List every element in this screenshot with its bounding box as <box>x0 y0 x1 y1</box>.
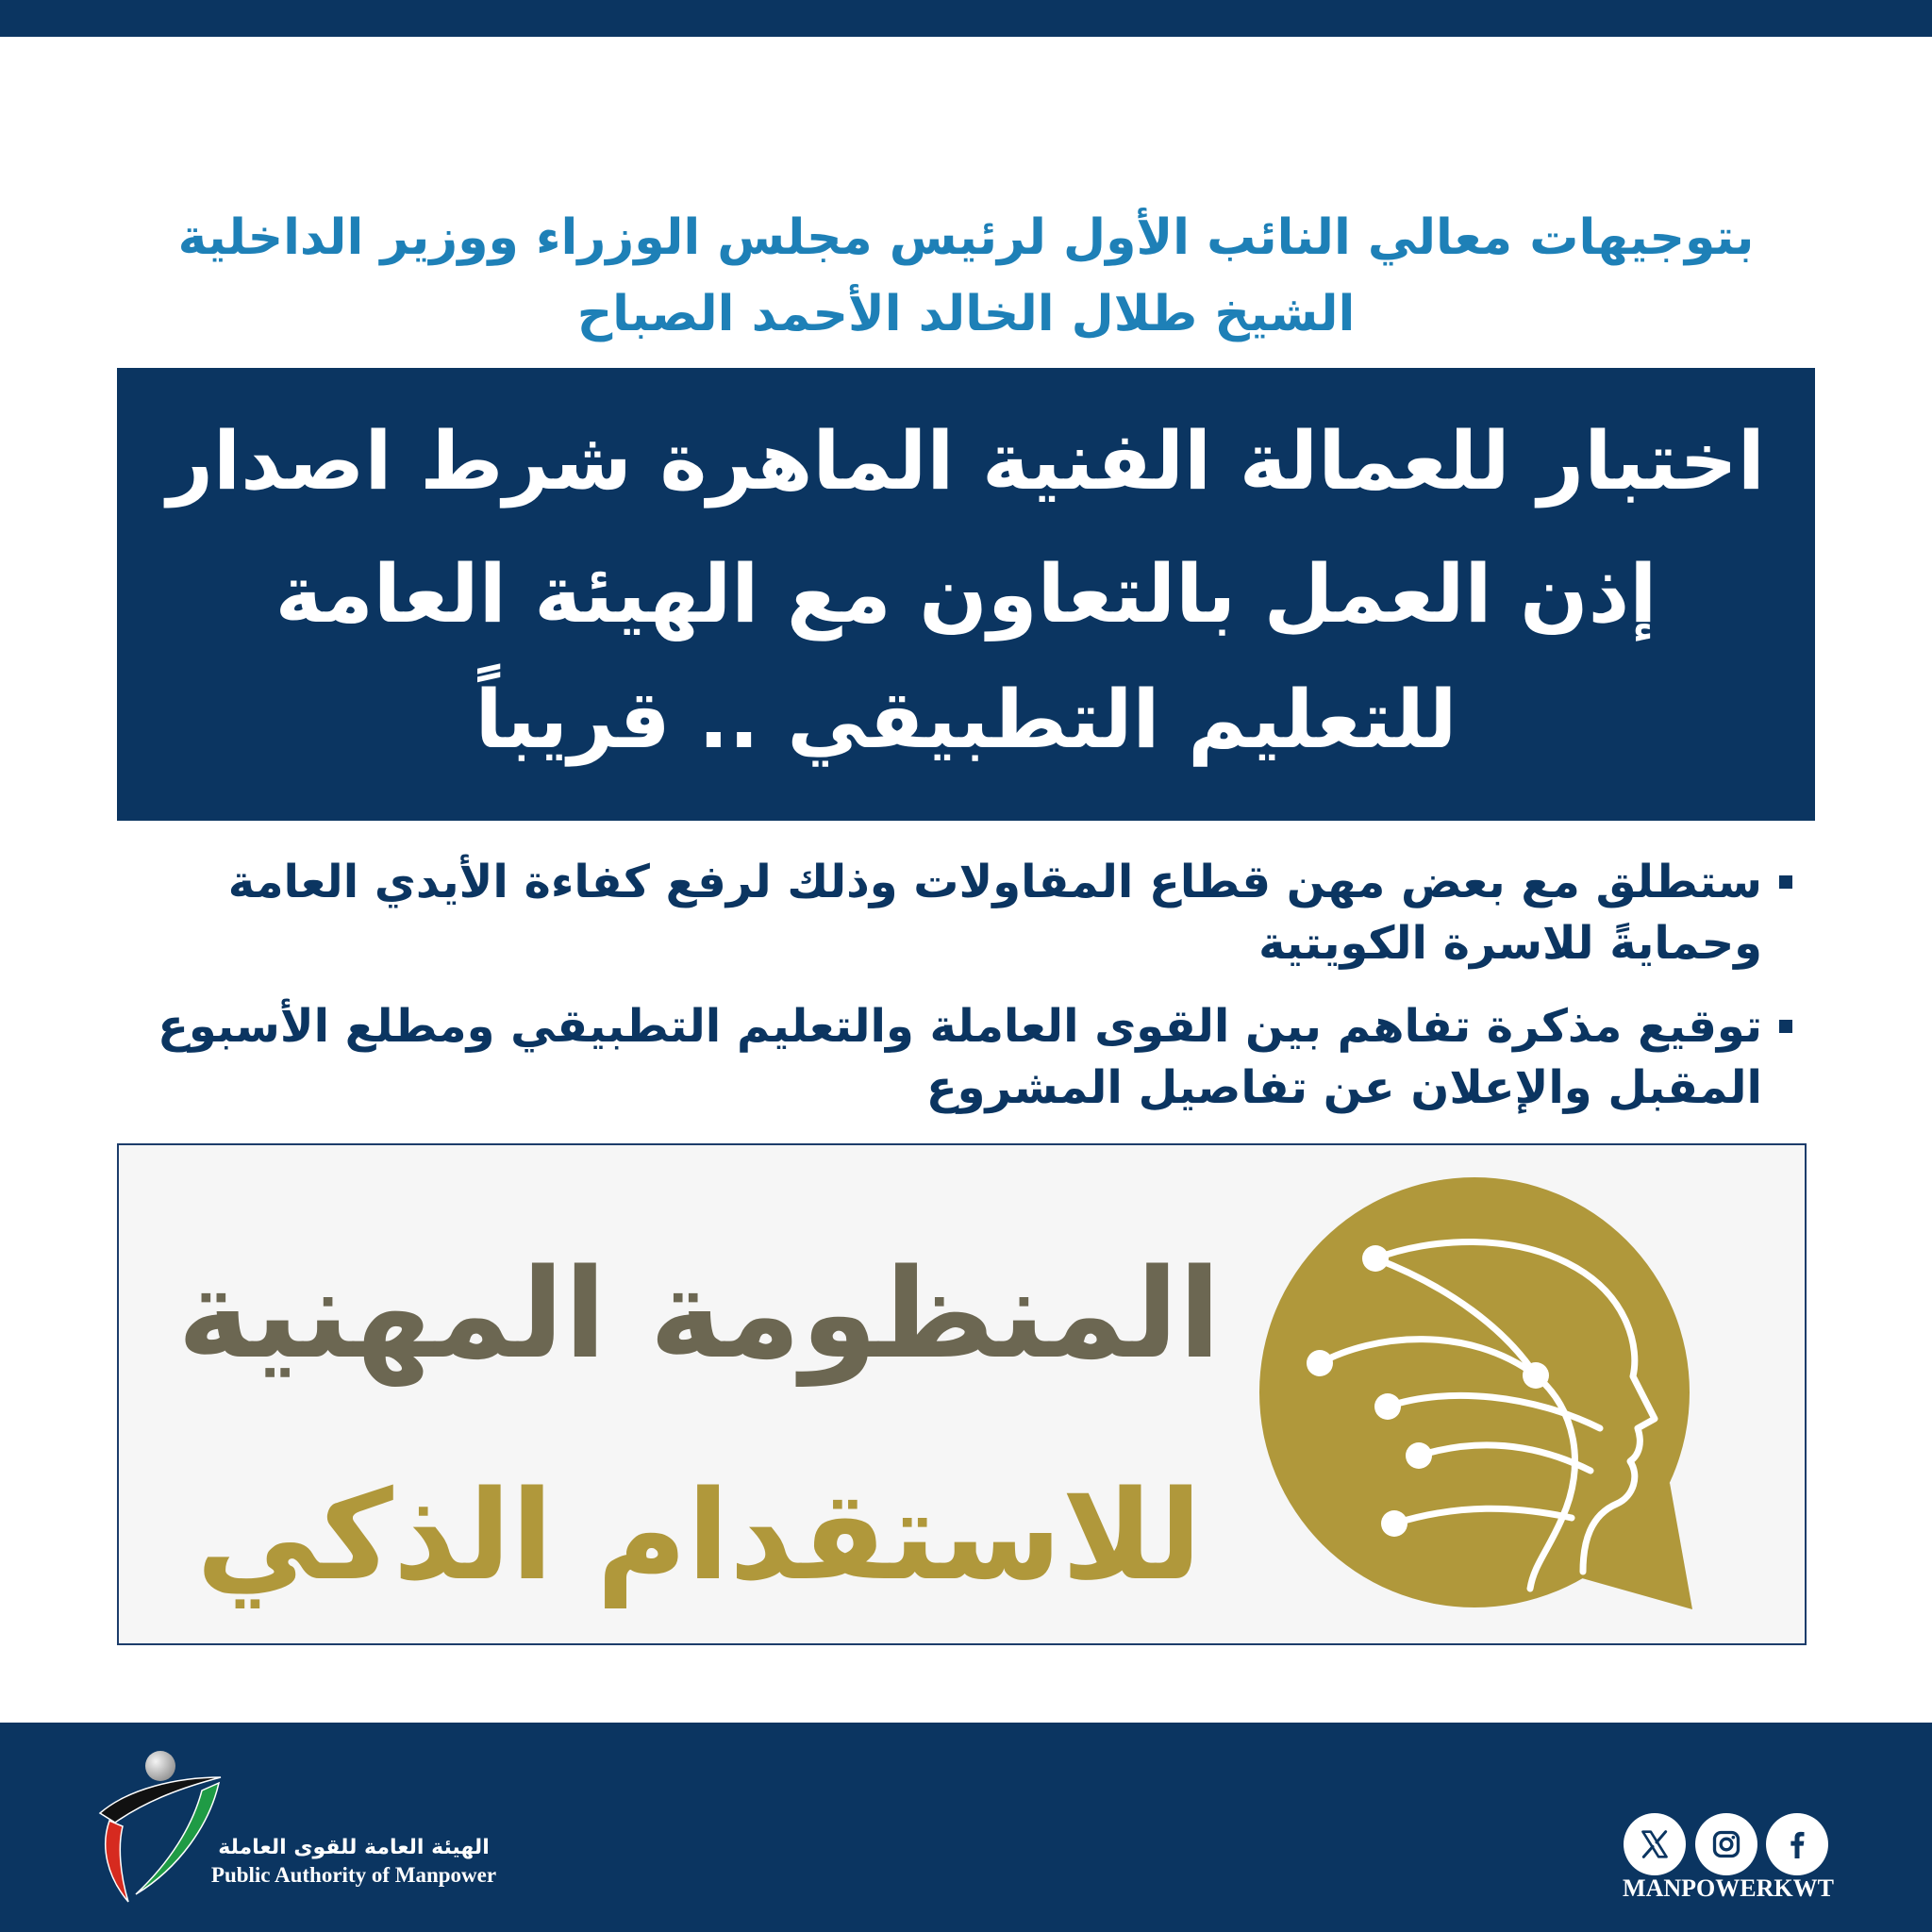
bullet-2-line-2 <box>138 1058 1762 1117</box>
social-handle <box>1615 1874 1841 1903</box>
logo-title-text: المنظومة المهنية <box>176 1241 1222 1386</box>
subtitle-line-2 <box>117 284 1815 344</box>
subtitle-line-1 <box>117 208 1815 268</box>
x-icon[interactable] <box>1624 1813 1686 1875</box>
bullet-marker-2 <box>1779 1020 1792 1033</box>
logo-subtitle <box>175 1451 1223 1621</box>
network-node <box>1406 1442 1432 1469</box>
social-handle-text: MANPOWERKWT <box>1623 1874 1834 1902</box>
org-name-arabic-text: الهيئة العامة للقوى العاملة <box>218 1836 490 1859</box>
bullet-1-line-2 <box>138 914 1762 973</box>
headline-line-3 <box>164 659 1768 782</box>
bullet-1-line-1 <box>138 853 1762 911</box>
footer <box>0 1723 1932 1932</box>
facebook-glyph <box>1778 1825 1816 1863</box>
network-node <box>1523 1362 1549 1389</box>
logo-subtitle-text: للاستقدام الذكي <box>196 1463 1202 1607</box>
org-name-english-text: Public Authority of Manpower <box>210 1863 497 1887</box>
x-glyph <box>1636 1825 1674 1863</box>
bullet-1-line-2-text: وحمايةً للاسرة الكويتية <box>1258 917 1762 970</box>
emblem-head <box>145 1751 175 1781</box>
logo-title <box>175 1229 1223 1399</box>
top-bar <box>0 0 1932 37</box>
network-node <box>1362 1245 1389 1272</box>
bullet-2-line-1 <box>138 997 1762 1056</box>
headline-line-2-text: إذن العمل بالتعاون مع الهيئة العامة <box>275 548 1657 641</box>
subtitle-line-2-text: الشيخ طلال الخالد الأحمد الصباح <box>576 286 1356 342</box>
network-node <box>1374 1393 1401 1420</box>
headline-line-3-text: للتعليم التطبيقي .. قريباً <box>475 674 1457 767</box>
headline-box <box>117 368 1815 821</box>
bullet-marker-1 <box>1779 875 1792 889</box>
network-node <box>1381 1510 1407 1537</box>
headline-line-1 <box>164 401 1768 524</box>
org-name-arabic <box>193 1834 514 1862</box>
network-node <box>1307 1350 1333 1376</box>
smart-recruitment-logo-box <box>117 1143 1807 1645</box>
bullet-2-line-1-text: توقيع مذكرة تفاهم بين القوى العاملة والتعليم التطبيقي ومطلع الأسبوع <box>158 1000 1762 1053</box>
instagram-icon[interactable] <box>1695 1813 1757 1875</box>
facebook-icon[interactable] <box>1766 1813 1828 1875</box>
subtitle-line-1-text: بتوجيهات معالي النائب الأول لرئيس مجلس الوزراء ووزير الداخلية <box>177 209 1755 266</box>
emblem-red-swoosh <box>106 1821 128 1902</box>
bullet-2-line-2-text: المقبل والإعلان عن تفاصيل المشروع <box>925 1061 1762 1114</box>
org-name-english <box>193 1862 514 1889</box>
instagram-glyph <box>1707 1825 1745 1863</box>
bullet-1-line-1-text: ستطلق مع بعض مهن قطاع المقاولات وذلك لرفع كفاءة الأيدي العامة <box>227 856 1762 908</box>
headline-line-1-text: اختبار للعمالة الفنية الماهرة شرط اصدار <box>167 415 1765 508</box>
headline-line-2 <box>164 534 1768 657</box>
